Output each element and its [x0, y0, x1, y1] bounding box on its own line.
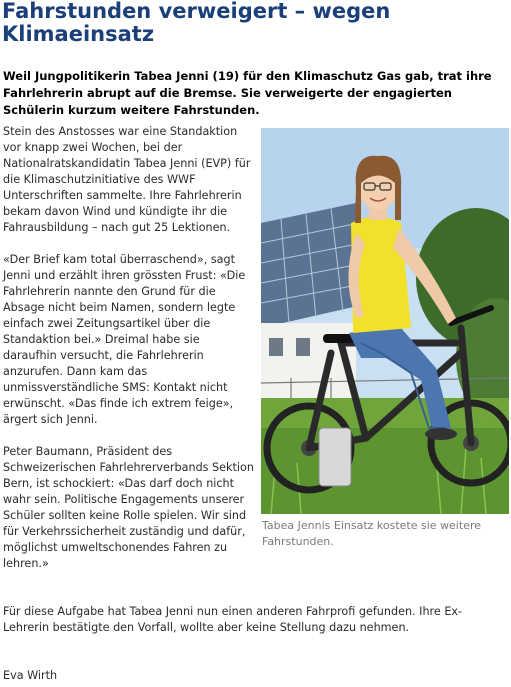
article-lead: Weil Jungpolitikerin Tabea Jenni (19) für den Klimaschutz Gas gab, trat ihre Fahrlehrerin abrupt auf die Bremse. Sie verweigerte der engagierten Schülerin kurzum weitere Fahrstunden. — [3, 69, 492, 117]
article-paragraph-4: Für diese Aufgabe hat Tabea Jenni nun einen anderen Fahrprofi gefunden. Ihre Ex-Lehrerin bestätigte den Vorfall, wollte aber keine Stellung dazu nehmen. — [3, 605, 463, 634]
photo-woman-on-ebike — [261, 128, 509, 514]
article-photo — [261, 128, 509, 514]
article-headline: Fahrstunden verweigert – wegen Klimaeinsatz — [2, 0, 391, 46]
article-paragraph-3: Peter Baumann, Präsident des Schweizerischen Fahrlehrerverbands Sektion Bern, ist schockiert: «Das darf doch nicht wahr sein. Politische Engagements unserer Schüler sollten keine Rolle spielen. Wir sind für Verkehrssicherheit zuständig und dafür, möglichst umweltschonendes Fahren zu lehren.» — [3, 445, 254, 570]
article-author: Eva Wirth — [3, 669, 58, 682]
article-paragraph-1: Stein des Anstosses war eine Standaktion vor knapp zwei Wochen, bei der Nationalratskandidatin Tabea Jenni (EVP) für die Klimaschutzinitiative des WWF Unterschriften sammelte. Ihre Fahrlehrerin bekam davon Wind und kündigte ihr die Fahrausbildung – nach gut 25 Lektionen. — [3, 125, 251, 234]
photo-caption: Tabea Jennis Einsatz kostete sie weitere Fahrstunden. — [262, 519, 481, 548]
article-paragraph-2: «Der Brief kam total überraschend», sagt Jenni und erzählt ihren grössten Frust: «Die Fahrlehrerin nannte den Grund für die Absage nicht beim Namen, sondern legte einfach zwei Zeitungsartikel über die Standaktion bei.» Dreimal habe sie daraufhin versucht, die Fahrlehrerin anzurufen. Dann kam das unmissverständliche SMS: Kontakt nicht erwünscht. «Das finde ich extrem feige», ärgert sich Jenni. — [3, 253, 246, 426]
